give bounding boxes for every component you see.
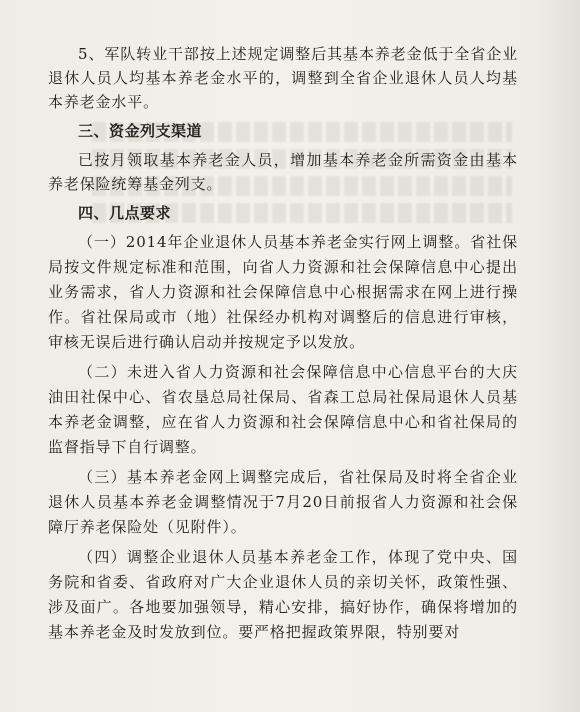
paragraph-self-adjustment: （二）未进入省人力资源和社会保障信息中心信息平台的大庆油田社保中心、省农垦总局社保局、省森工总局社保局退休人员基本养老金调整，应在省人力资源和社会保障信息中心和省社保局的监督指导下自行调整。 [48,363,518,456]
page-edge-shadow [538,0,580,712]
paragraph-reporting: （三）基本养老金网上调整完成后，省社保局及时将全省企业退休人员基本养老金调整情况于7月20日前报省人力资源和社会保障厅养老保险处（见附件）。 [48,468,518,536]
document-body [48,42,518,650]
heading-requirements: 四、几点要求 [78,204,172,222]
paragraph-online-adjustment: （一）2014年企业退休人员基本养老金实行网上调整。省社保局按文件规定标准和范围，向省人力资源和社会保障信息中心提出业务需求，省人力资源和社会保障信息中心根据需求在网上进行操作。省社保局或市（地）社保经办机构对调整后的信息进行审核，审核无误后进行确认启动并按规定予以发放。 [48,233,518,351]
paragraph-work-requirements: （四）调整企业退休人员基本养老金工作，体现了党中央、国务院和省委、省政府对广大企业退休人员的亲切关怀，政策性强、涉及面广。各地要加强领导，精心安排，搞好协作，确保将增加的基本养老金及时发放到位。要严格把握政策界限，特别要对 [48,548,518,641]
heading-fund-channel: 三、资金列支渠道 [78,122,203,140]
paragraph-veteran-cadres: 5、军队转业干部按上述规定调整后其基本养老金低于全省企业退休人员人均基本养老金水平的，调整到全省企业退休人员人均基本养老金水平。 [48,45,518,111]
paragraph-fund-source: 已按月领取基本养老金人员，增加基本养老金所需资金由基本养老保险统筹基金列支。 [48,151,518,193]
